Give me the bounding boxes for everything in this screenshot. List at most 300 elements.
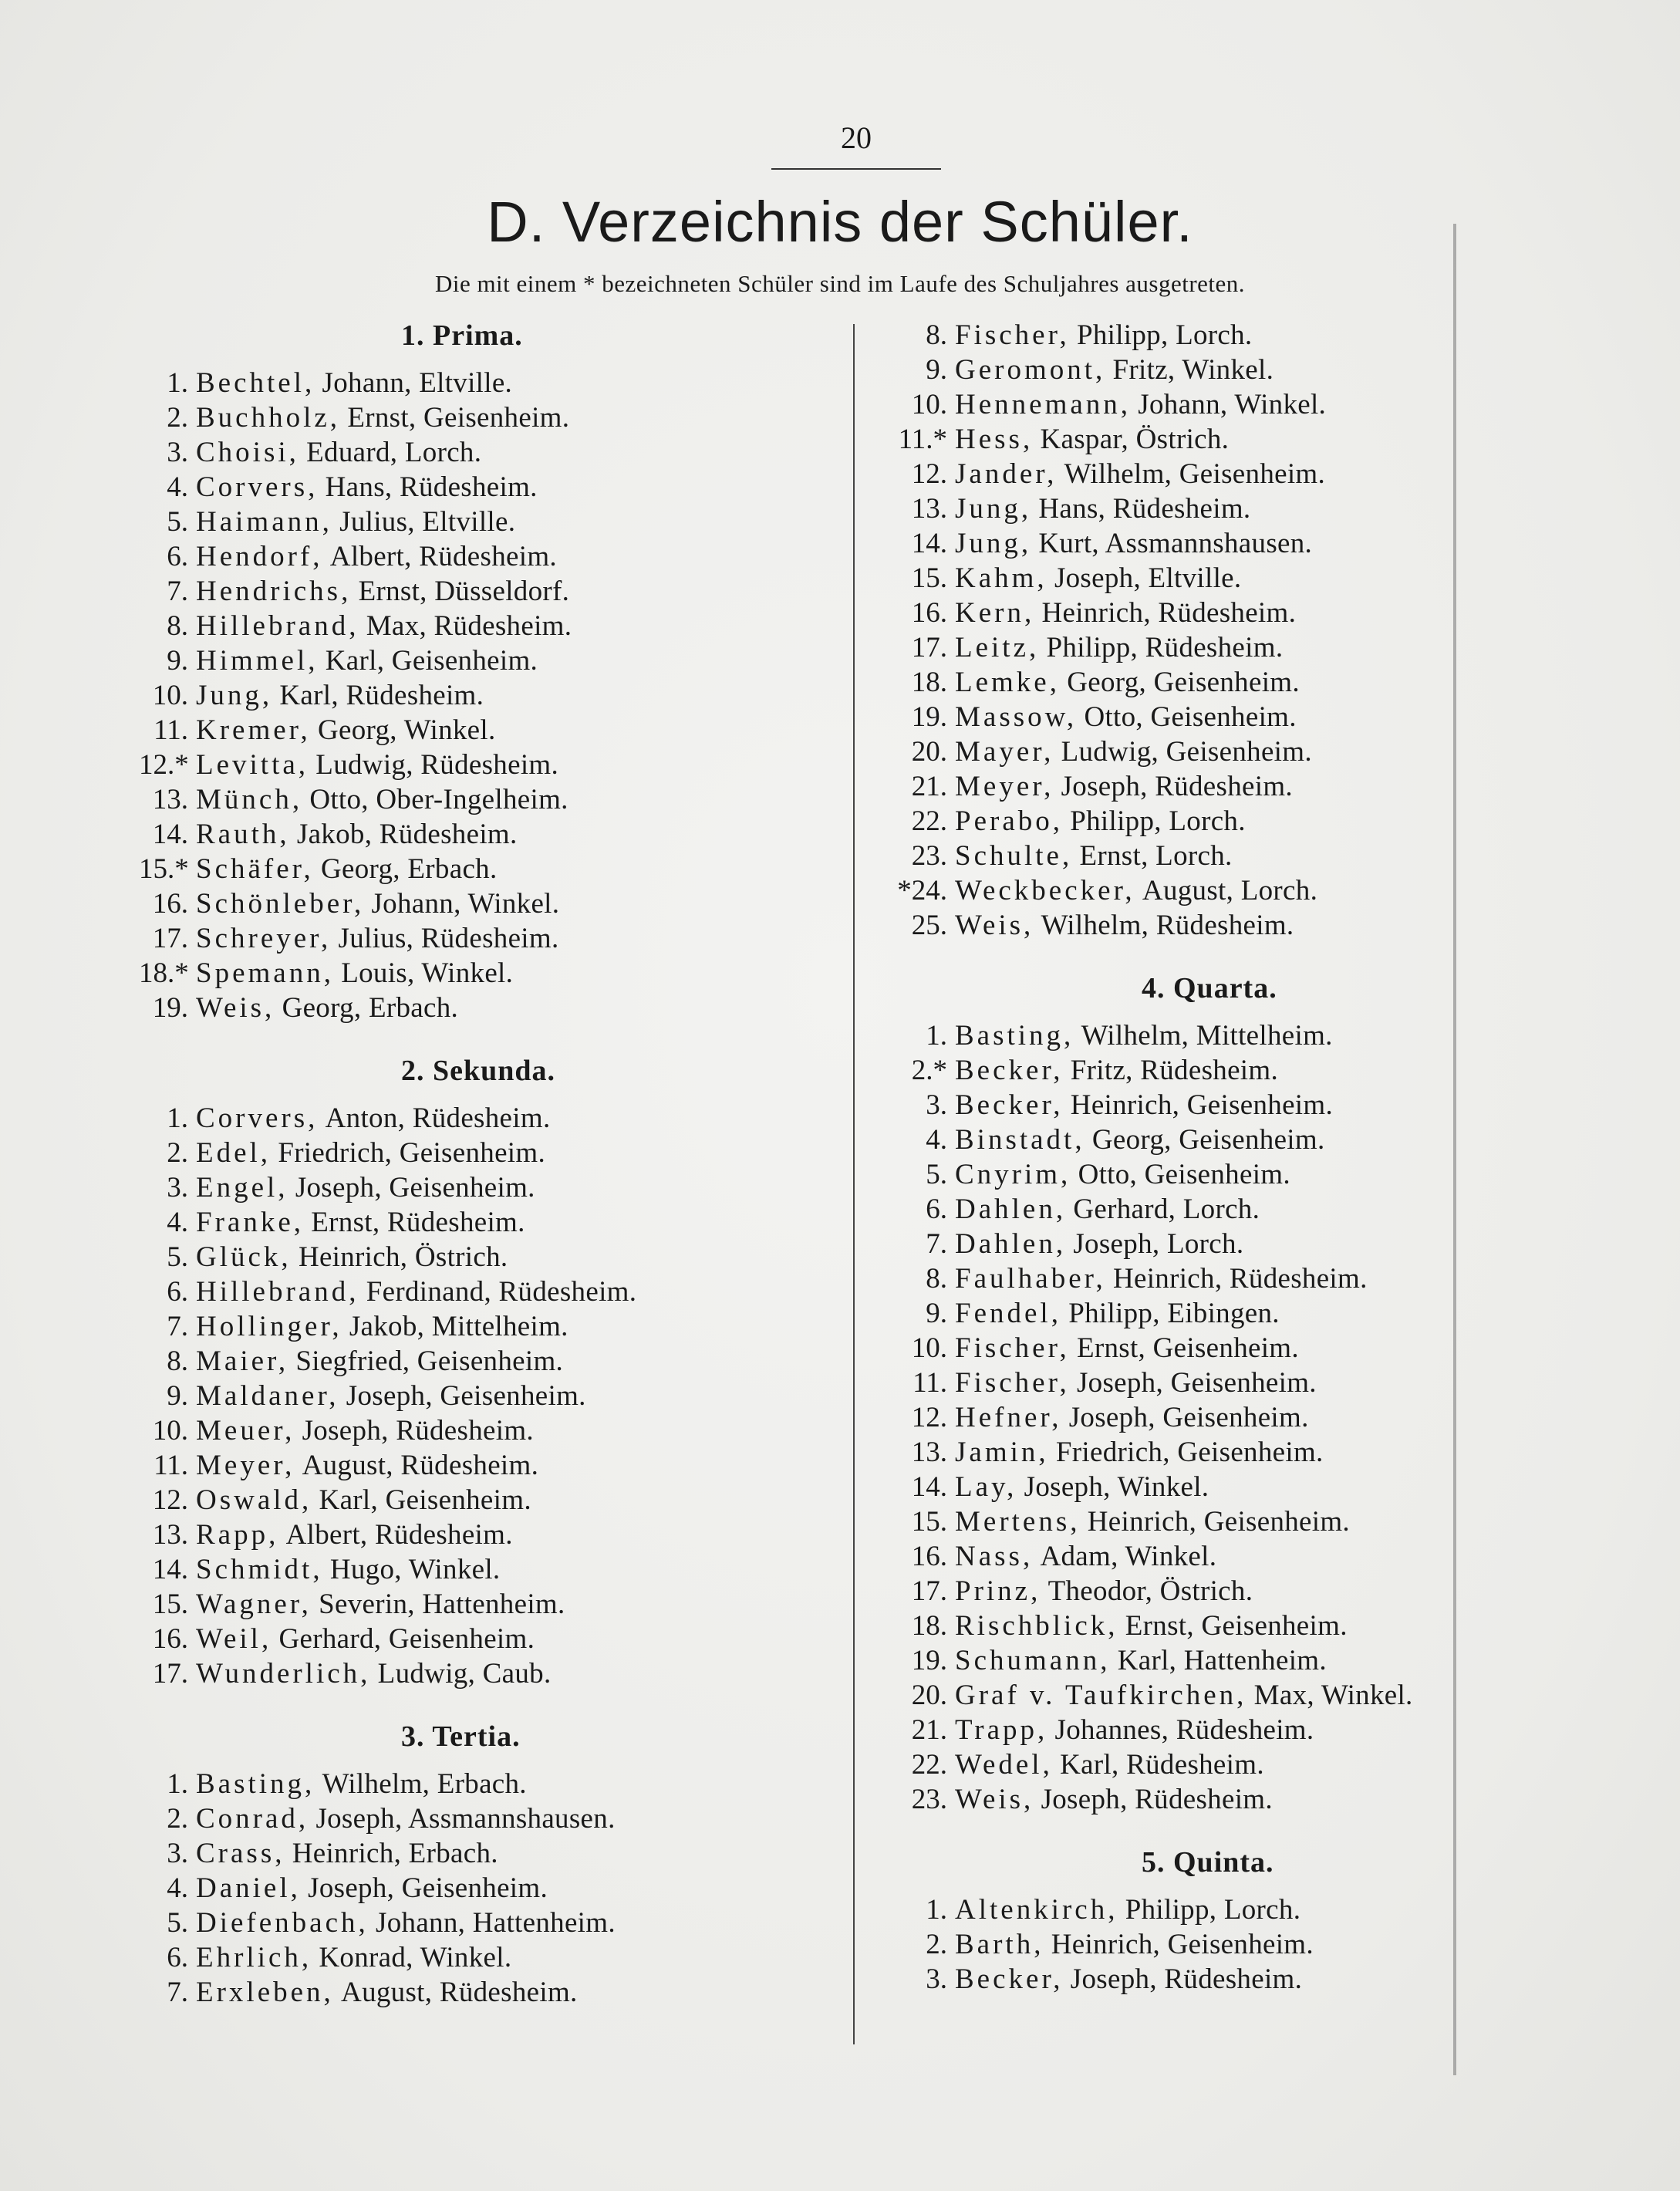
student-surname: Trapp, xyxy=(955,1714,1048,1746)
student-entry xyxy=(887,526,1566,561)
student-given-name-town: Otto, Geisenheim. xyxy=(1084,701,1297,733)
student-entry xyxy=(887,908,1566,943)
entry-number: 16. xyxy=(152,1623,188,1655)
student-entry xyxy=(139,1240,833,1274)
student-given-name-town: Johann, Eltville. xyxy=(322,367,513,399)
student-given-name-town: Johannes, Rüdesheim. xyxy=(1054,1714,1314,1746)
student-entry xyxy=(139,1379,833,1413)
student-list-prima xyxy=(139,366,833,1025)
entry-number: 23. xyxy=(911,1784,947,1815)
student-surname: Jamin, xyxy=(955,1436,1049,1468)
student-surname: Becker, xyxy=(955,1055,1064,1086)
student-given-name-town: Ernst, Geisenheim. xyxy=(1125,1610,1348,1642)
student-surname: Cnyrim, xyxy=(955,1159,1071,1190)
student-surname: Hendorf, xyxy=(196,541,323,572)
student-surname: Haimann, xyxy=(196,506,332,538)
student-entry xyxy=(139,1483,833,1517)
student-entry xyxy=(887,769,1566,804)
student-given-name-town: Georg, Erbach. xyxy=(321,853,498,885)
student-surname: Massow, xyxy=(955,701,1078,733)
student-entry xyxy=(887,1018,1566,1053)
page-title: D. Verzeichnis der Schüler. xyxy=(487,190,1193,254)
student-surname: Jung, xyxy=(955,493,1032,525)
student-entry xyxy=(139,1448,833,1483)
student-entry xyxy=(887,596,1566,630)
entry-number: 19. xyxy=(911,701,947,733)
student-list-tertia-continued xyxy=(887,318,1566,943)
entry-number: 17. xyxy=(152,923,188,954)
entry-number: 11. xyxy=(153,1450,188,1481)
student-entry xyxy=(887,1539,1566,1574)
student-given-name-town: Wilhelm, Erbach. xyxy=(322,1768,527,1800)
entry-number: 2.* xyxy=(911,1055,947,1086)
student-surname: Fischer, xyxy=(955,319,1070,351)
entry-number: 25. xyxy=(911,910,947,941)
entry-number: 14. xyxy=(911,528,947,559)
entry-number: 7. xyxy=(167,1977,188,2008)
entry-number: 4. xyxy=(167,1207,188,1238)
student-surname: Geromont, xyxy=(955,354,1106,386)
student-entry xyxy=(887,1123,1566,1157)
student-entry xyxy=(887,1927,1566,1962)
student-given-name-town: Joseph, Rüdesheim. xyxy=(1041,1784,1273,1815)
student-given-name-town: Otto, Ober-Ingelheim. xyxy=(309,784,568,815)
student-entry xyxy=(139,1940,833,1975)
student-surname: Jung, xyxy=(955,528,1032,559)
student-given-name-town: Joseph, Rüdesheim. xyxy=(302,1415,534,1447)
student-entry xyxy=(139,1413,833,1448)
student-given-name-town: Fritz, Winkel. xyxy=(1112,354,1274,386)
student-surname: Rauth, xyxy=(196,819,290,850)
student-surname: Schulte, xyxy=(955,840,1073,872)
student-entry xyxy=(887,1747,1566,1782)
student-given-name-town: Otto, Geisenheim. xyxy=(1078,1159,1290,1190)
student-given-name-town: Kurt, Assmannshausen. xyxy=(1038,528,1313,559)
student-entry xyxy=(887,353,1566,387)
entry-number: 13. xyxy=(911,493,947,525)
student-entry xyxy=(887,1782,1566,1817)
student-surname: Jung, xyxy=(196,680,273,711)
student-surname: Ehrlich, xyxy=(196,1942,312,1973)
student-entry xyxy=(139,1587,833,1622)
entry-number: 3. xyxy=(926,1089,947,1121)
student-entry xyxy=(887,561,1566,596)
entry-number: 9. xyxy=(167,645,188,677)
student-surname: Mayer, xyxy=(955,736,1054,768)
student-surname: Barth, xyxy=(955,1929,1044,1960)
student-entry xyxy=(139,1205,833,1240)
student-given-name-town: Jakob, Mittelheim. xyxy=(349,1311,568,1342)
entry-number: 1. xyxy=(926,1894,947,1926)
student-surname: Corvers, xyxy=(196,1102,319,1134)
student-given-name-town: Hans, Rüdesheim. xyxy=(325,471,538,503)
student-given-name-town: Gerhard, Geisenheim. xyxy=(278,1623,535,1655)
student-surname: Becker, xyxy=(955,1089,1064,1121)
student-entry xyxy=(887,1088,1566,1123)
student-entry xyxy=(887,1643,1566,1678)
student-entry xyxy=(139,817,833,852)
entry-number: 9. xyxy=(167,1380,188,1412)
student-entry xyxy=(139,1101,833,1136)
student-list-sekunda xyxy=(139,1101,833,1691)
student-entry xyxy=(887,422,1566,457)
page-number-rule xyxy=(771,168,941,170)
student-surname: Wagner, xyxy=(196,1588,312,1620)
student-given-name-town: Joseph, Assmannshausen. xyxy=(315,1803,616,1835)
entry-number: 5. xyxy=(167,1241,188,1273)
student-surname: Schönleber, xyxy=(196,888,365,920)
student-given-name-town: Hugo, Winkel. xyxy=(329,1554,501,1585)
student-entry xyxy=(887,665,1566,700)
student-entry xyxy=(139,1975,833,2010)
student-given-name-town: Albert, Rüdesheim. xyxy=(329,541,557,572)
student-entry xyxy=(139,886,833,921)
student-surname: Maldaner, xyxy=(196,1380,339,1412)
student-surname: Basting, xyxy=(196,1768,315,1800)
entry-number: 15. xyxy=(911,1506,947,1538)
entry-number: 10. xyxy=(911,1332,947,1364)
entry-number: 15.* xyxy=(139,853,189,885)
student-entry xyxy=(139,852,833,886)
student-surname: Schmidt, xyxy=(196,1554,323,1585)
section-heading-sekunda: 2. Sekunda. xyxy=(401,1055,556,1087)
student-given-name-town: Gerhard, Lorch. xyxy=(1073,1193,1260,1225)
student-surname: Oswald, xyxy=(196,1484,312,1516)
student-entry xyxy=(139,1170,833,1205)
student-given-name-town: Ernst, Lorch. xyxy=(1079,840,1233,872)
student-given-name-town: Heinrich, Erbach. xyxy=(292,1838,498,1869)
student-entry xyxy=(887,1331,1566,1366)
student-given-name-town: Philipp, Eibingen. xyxy=(1068,1298,1280,1329)
student-given-name-town: Ludwig, Rüdesheim. xyxy=(315,749,559,781)
student-entry xyxy=(139,1767,833,1801)
entry-number: 15. xyxy=(152,1588,188,1620)
entry-number: 23. xyxy=(911,840,947,872)
student-entry xyxy=(139,1552,833,1587)
entry-number: 8. xyxy=(167,1345,188,1377)
student-given-name-town: Ernst, Geisenheim. xyxy=(1076,1332,1299,1364)
student-entry xyxy=(887,1192,1566,1227)
student-given-name-town: Ludwig, Caub. xyxy=(377,1658,552,1690)
entry-number: 6. xyxy=(926,1193,947,1225)
student-entry xyxy=(887,839,1566,873)
student-given-name-town: Karl, Rüdesheim. xyxy=(1060,1749,1264,1781)
section-heading-prima: 1. Prima. xyxy=(401,319,523,352)
student-surname: Altenkirch, xyxy=(955,1894,1118,1926)
student-given-name-town: Fritz, Rüdesheim. xyxy=(1070,1055,1279,1086)
student-given-name-town: Joseph, Geisenheim. xyxy=(308,1872,548,1904)
student-given-name-town: Louis, Winkel. xyxy=(341,957,514,989)
student-entry xyxy=(887,1678,1566,1713)
student-surname: Weis, xyxy=(196,992,275,1024)
student-given-name-town: Kaspar, Östrich. xyxy=(1040,424,1230,455)
student-given-name-town: Ernst, Düsseldorf. xyxy=(358,576,570,607)
student-entry xyxy=(139,1517,833,1552)
entry-number: 11. xyxy=(913,1367,947,1399)
student-surname: Erxleben, xyxy=(196,1977,334,2008)
student-entry xyxy=(139,1656,833,1691)
student-surname: Lemke, xyxy=(955,667,1060,698)
student-surname: Weckbecker, xyxy=(955,875,1135,906)
student-given-name-town: Georg, Winkel. xyxy=(318,714,496,746)
entry-number: 6. xyxy=(167,1942,188,1973)
student-entry xyxy=(887,387,1566,422)
entry-number: 10. xyxy=(152,1415,188,1447)
student-list-quarta xyxy=(887,1018,1566,1817)
student-entry xyxy=(139,1801,833,1836)
section-heading-quinta: 5. Quinta. xyxy=(1142,1846,1274,1879)
student-given-name-town: Theodor, Östrich. xyxy=(1047,1575,1253,1607)
student-surname: Schumann, xyxy=(955,1645,1111,1676)
student-entry xyxy=(887,1366,1566,1400)
student-given-name-town: August, Rüdesheim. xyxy=(302,1450,539,1481)
entry-number: 14. xyxy=(152,1554,188,1585)
column-divider xyxy=(853,324,855,2044)
entry-number: 2. xyxy=(167,1137,188,1169)
entry-number: 20. xyxy=(911,1680,947,1711)
entry-number: 3. xyxy=(167,1838,188,1869)
student-given-name-town: Albert, Rüdesheim. xyxy=(285,1519,513,1551)
student-entry xyxy=(887,491,1566,526)
student-surname: Kahm, xyxy=(955,562,1047,594)
student-given-name-town: Julius, Rüdesheim. xyxy=(338,923,559,954)
student-given-name-town: Severin, Hattenheim. xyxy=(319,1588,565,1620)
entry-number: 20. xyxy=(911,736,947,768)
student-surname: Nass, xyxy=(955,1541,1034,1572)
entry-number: 14. xyxy=(911,1471,947,1503)
entry-number: 13. xyxy=(911,1436,947,1468)
student-surname: Dahlen, xyxy=(955,1228,1067,1260)
student-surname: Perabo, xyxy=(955,805,1063,837)
student-surname: Meuer, xyxy=(196,1415,295,1447)
student-entry xyxy=(887,1053,1566,1088)
student-given-name-town: Wilhelm, Rüdesheim. xyxy=(1041,910,1294,941)
student-surname: Hollinger, xyxy=(196,1311,342,1342)
student-given-name-town: Johann, Winkel. xyxy=(1138,389,1327,420)
student-surname: Becker, xyxy=(955,1963,1064,1995)
entry-number: 4. xyxy=(167,1872,188,1904)
student-surname: Münch, xyxy=(196,784,303,815)
student-surname: Dahlen, xyxy=(955,1193,1067,1225)
student-given-name-town: Julius, Eltville. xyxy=(339,506,516,538)
student-surname: Weis, xyxy=(955,910,1034,941)
student-surname: Corvers, xyxy=(196,471,319,503)
student-entry xyxy=(887,1296,1566,1331)
student-given-name-town: Georg, Geisenheim. xyxy=(1091,1124,1325,1156)
student-given-name-town: Max, Rüdesheim. xyxy=(366,610,572,642)
student-surname: Engel, xyxy=(196,1172,288,1204)
student-surname: Binstadt, xyxy=(955,1124,1085,1156)
student-entry xyxy=(887,457,1566,491)
student-given-name-town: Joseph, Eltville. xyxy=(1054,562,1242,594)
student-given-name-town: Heinrich, Rüdesheim. xyxy=(1041,597,1297,629)
student-entry xyxy=(139,1906,833,1940)
student-surname: Glück, xyxy=(196,1241,292,1273)
student-surname: Conrad, xyxy=(196,1803,309,1835)
entry-number: 8. xyxy=(926,319,947,351)
student-given-name-town: Joseph, Winkel. xyxy=(1024,1471,1209,1503)
student-given-name-town: Joseph, Geisenheim. xyxy=(1068,1402,1309,1433)
entry-number: 22. xyxy=(911,1749,947,1781)
student-entry xyxy=(139,470,833,505)
student-surname: Fendel, xyxy=(955,1298,1061,1329)
student-surname: Kern, xyxy=(955,597,1035,629)
student-surname: Edel, xyxy=(196,1137,272,1169)
student-entry xyxy=(887,804,1566,839)
student-surname: Lay, xyxy=(955,1471,1017,1503)
student-entry xyxy=(139,400,833,435)
entry-number: 2. xyxy=(167,402,188,434)
student-given-name-town: Georg, Geisenheim. xyxy=(1067,667,1300,698)
student-entry xyxy=(887,1609,1566,1643)
entry-number: 18.* xyxy=(139,957,189,989)
student-entry xyxy=(139,782,833,817)
entry-number: 16. xyxy=(911,1541,947,1572)
entry-number: 8. xyxy=(167,610,188,642)
student-entry xyxy=(139,1309,833,1344)
student-entry xyxy=(887,1470,1566,1504)
student-entry xyxy=(139,643,833,678)
student-surname: Franke, xyxy=(196,1207,304,1238)
student-entry xyxy=(139,1622,833,1656)
student-given-name-town: Adam, Winkel. xyxy=(1040,1541,1217,1572)
entry-number: 2. xyxy=(926,1929,947,1960)
entry-number: 4. xyxy=(926,1124,947,1156)
entry-number: 22. xyxy=(911,805,947,837)
student-given-name-town: Konrad, Winkel. xyxy=(319,1942,512,1973)
student-surname: Himmel, xyxy=(196,645,319,677)
entry-number: 7. xyxy=(167,576,188,607)
student-surname: Weil, xyxy=(196,1623,272,1655)
left-column xyxy=(139,318,833,2010)
entry-number: 15. xyxy=(911,562,947,594)
student-given-name-town: Ferdinand, Rüdesheim. xyxy=(366,1276,637,1308)
student-surname: Hess, xyxy=(955,424,1034,455)
student-given-name-town: Joseph, Geisenheim. xyxy=(295,1172,535,1204)
entry-number: 1. xyxy=(926,1020,947,1052)
student-surname: Mertens, xyxy=(955,1506,1081,1538)
student-surname: Hillebrand, xyxy=(196,610,359,642)
entry-number: 21. xyxy=(911,1714,947,1746)
section-heading-quarta: 4. Quarta. xyxy=(1142,972,1277,1004)
entry-number: 14. xyxy=(152,819,188,850)
entry-number: 21. xyxy=(911,771,947,802)
student-entry xyxy=(139,1136,833,1170)
student-surname: Jander, xyxy=(955,458,1058,490)
entry-number: 7. xyxy=(926,1228,947,1260)
student-entry xyxy=(139,1274,833,1309)
student-surname: Buchholz, xyxy=(196,402,341,434)
student-given-name-town: Philipp, Rüdesheim. xyxy=(1046,632,1284,663)
student-surname: Levitta, xyxy=(196,749,309,781)
entry-number: 6. xyxy=(167,1276,188,1308)
student-given-name-town: Friedrich, Geisenheim. xyxy=(278,1137,546,1169)
student-given-name-town: Georg, Erbach. xyxy=(282,992,459,1024)
student-surname: Hendrichs, xyxy=(196,576,352,607)
student-entry xyxy=(139,366,833,400)
entry-number: 11. xyxy=(153,714,188,746)
student-given-name-town: Karl, Rüdesheim. xyxy=(279,680,484,711)
student-surname: Choisi, xyxy=(196,437,299,468)
student-surname: Meyer, xyxy=(955,771,1054,802)
entry-number: 3. xyxy=(167,437,188,468)
student-given-name-town: Johann, Hattenheim. xyxy=(376,1907,616,1939)
entry-number: 17. xyxy=(911,1575,947,1607)
student-given-name-town: Philipp, Lorch. xyxy=(1076,319,1253,351)
student-surname: Basting, xyxy=(955,1020,1074,1052)
student-entry xyxy=(139,921,833,956)
entry-number: 6. xyxy=(167,541,188,572)
student-given-name-town: Anton, Rüdesheim. xyxy=(325,1102,551,1134)
student-given-name-town: Friedrich, Geisenheim. xyxy=(1055,1436,1324,1468)
student-entry xyxy=(139,505,833,539)
entry-number: 11.* xyxy=(898,424,947,455)
student-entry xyxy=(139,991,833,1025)
student-given-name-town: Jakob, Rüdesheim. xyxy=(296,819,518,850)
student-given-name-town: Wilhelm, Mittelheim. xyxy=(1081,1020,1333,1052)
entry-number: 5. xyxy=(167,506,188,538)
student-surname: Rapp, xyxy=(196,1519,279,1551)
student-surname: Schreyer, xyxy=(196,923,332,954)
entry-number: 12. xyxy=(152,1484,188,1516)
student-given-name-town: Ernst, Rüdesheim. xyxy=(311,1207,525,1238)
student-surname: Crass, xyxy=(196,1838,285,1869)
student-surname: Leitz, xyxy=(955,632,1040,663)
student-entry xyxy=(887,700,1566,734)
student-given-name-town: Joseph, Lorch. xyxy=(1073,1228,1244,1260)
page-number: 20 xyxy=(841,120,872,155)
entry-number: 13. xyxy=(152,1519,188,1551)
entry-number: 12.* xyxy=(139,749,189,781)
entry-number: 17. xyxy=(152,1658,188,1690)
entry-number: 1. xyxy=(167,1768,188,1800)
student-surname: Maier, xyxy=(196,1345,289,1377)
student-given-name-town: Max, Winkel. xyxy=(1253,1680,1413,1711)
student-given-name-town: Joseph, Geisenheim. xyxy=(346,1380,586,1412)
student-list-quinta xyxy=(887,1892,1566,1997)
student-entry xyxy=(887,873,1566,908)
entry-number: 10. xyxy=(911,389,947,420)
student-surname: Wedel, xyxy=(955,1749,1053,1781)
student-entry xyxy=(139,956,833,991)
entry-number: 4. xyxy=(167,471,188,503)
student-given-name-town: Joseph, Geisenheim. xyxy=(1076,1367,1317,1399)
student-given-name-town: Joseph, Rüdesheim. xyxy=(1061,771,1293,802)
entry-number: 16. xyxy=(911,597,947,629)
entry-number: *24. xyxy=(897,875,947,906)
entry-number: 19. xyxy=(152,992,188,1024)
student-given-name-town: Karl, Hattenheim. xyxy=(1117,1645,1327,1676)
entry-number: 2. xyxy=(167,1803,188,1835)
student-given-name-town: Heinrich, Geisenheim. xyxy=(1051,1929,1314,1960)
student-surname: Kremer, xyxy=(196,714,311,746)
student-entry xyxy=(139,678,833,713)
entry-number: 1. xyxy=(167,367,188,399)
student-given-name-town: Karl, Geisenheim. xyxy=(319,1484,531,1516)
entry-number: 3. xyxy=(167,1172,188,1204)
student-surname: Prinz, xyxy=(955,1575,1041,1607)
student-given-name-town: Heinrich, Östrich. xyxy=(298,1241,508,1273)
student-entry xyxy=(139,1871,833,1906)
student-surname: Hillebrand, xyxy=(196,1276,359,1308)
student-entry xyxy=(887,318,1566,353)
student-entry xyxy=(887,1400,1566,1435)
student-given-name-town: August, Rüdesheim. xyxy=(341,1977,578,2008)
student-entry xyxy=(887,1962,1566,1997)
student-entry xyxy=(887,630,1566,665)
entry-number: 10. xyxy=(152,680,188,711)
student-surname: Faulhaber, xyxy=(955,1263,1106,1295)
